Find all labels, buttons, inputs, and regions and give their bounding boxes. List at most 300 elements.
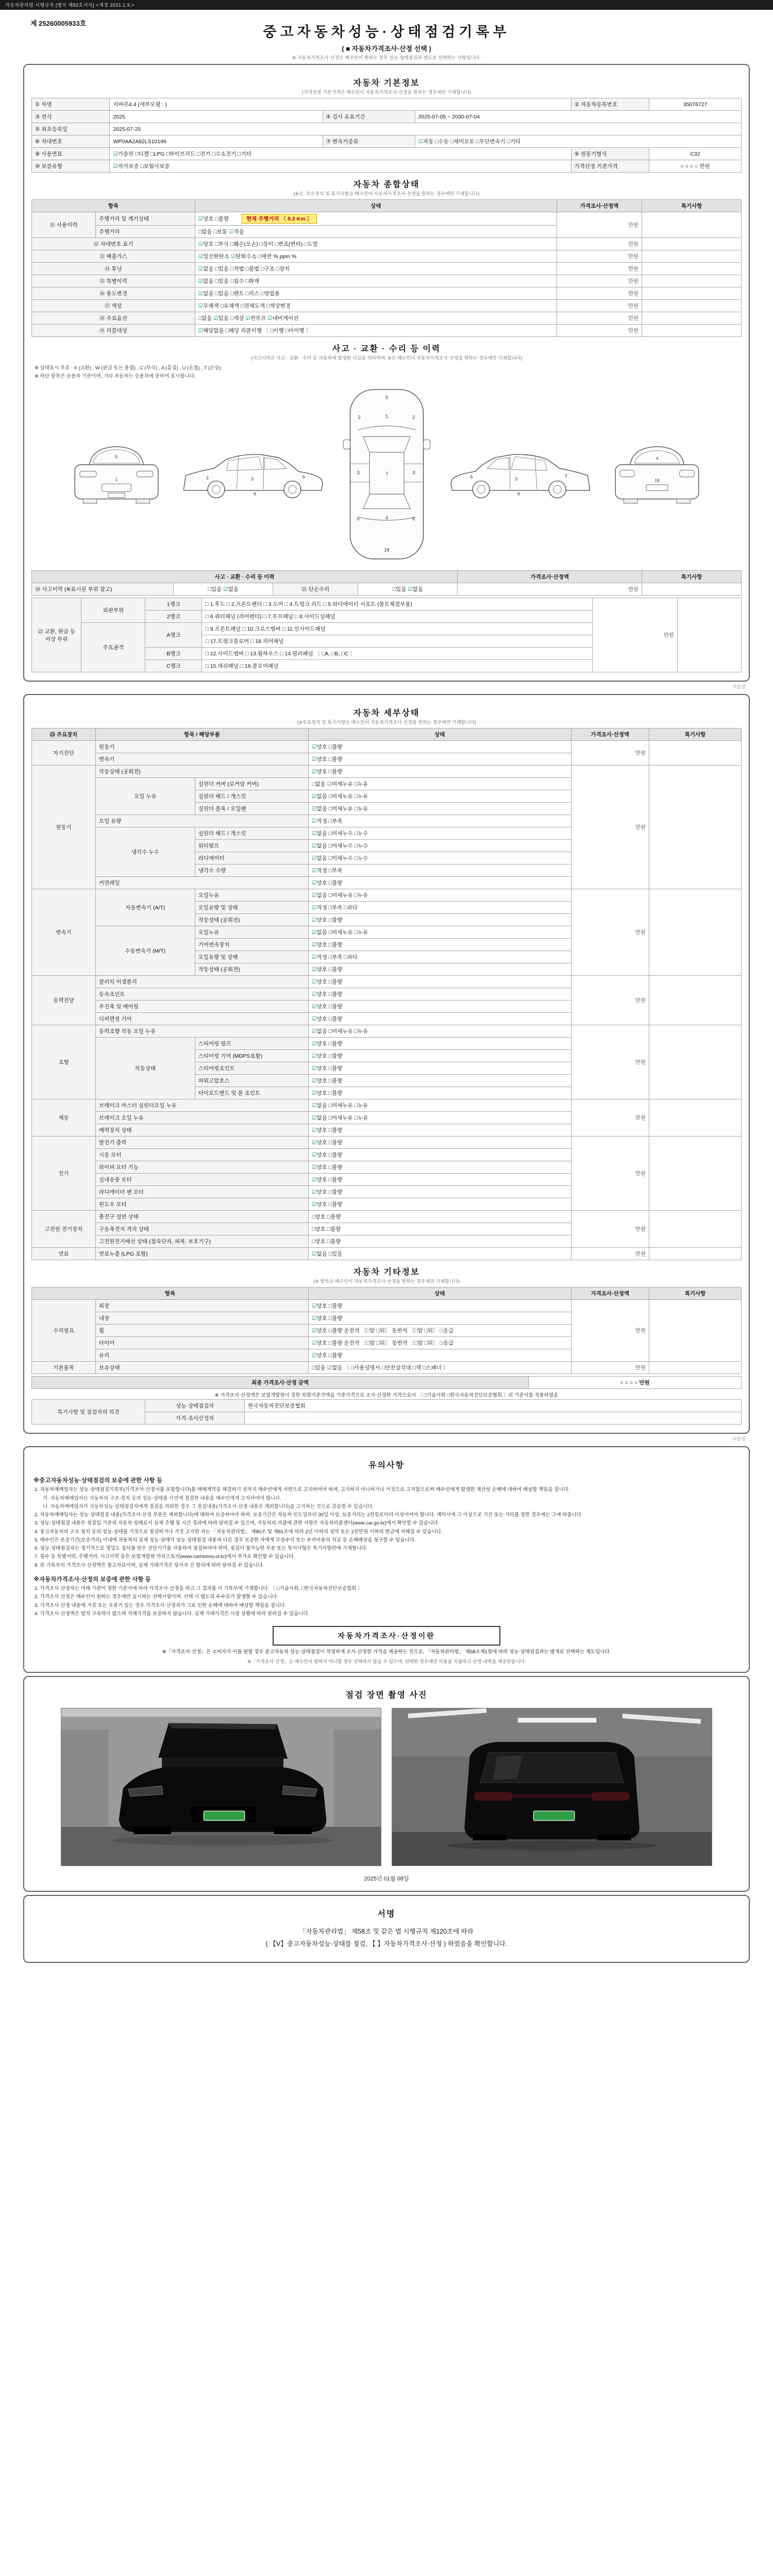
note-line: 1. 가격조사·산정자는 아래 기관이 정한 기준서에 따라 가격조사·산정을 하고 그 결과를 이 기록부에 기재합니다. 〔 □기술사회, □한국자동차진단보증협회 〕 [35, 1586, 363, 1591]
cell: 2025-07-25 [110, 123, 742, 135]
cell: 디퍼렌셜 기어 [95, 1013, 308, 1025]
svg-text:3: 3 [412, 470, 415, 476]
photo-front-view [61, 1708, 381, 1866]
final-price-note: ※ 가격조사·산정액은 보험개발원이 정한 차량기준가액을 기준가격으로 조사·산정한 가격으로서 〔 □기술사회 □한국자동차진단보증협회 〕의 기준서를 적용하였음 [214, 1393, 559, 1398]
cell: ☑적정 □부족 [309, 815, 572, 827]
cell: 한국자동차진단보증협회 [245, 1400, 742, 1412]
cell: ☑양호 □불량 [309, 1186, 572, 1198]
cell: 오일유량 및 상태 [195, 902, 308, 914]
basic-info-table [31, 98, 742, 173]
car-diagram-front [68, 436, 165, 513]
page-subtitle-note: ※ 자동차가격조사·산정은 매수인이 원하는 경우 성능·상태점검과 별도로 선택하는 사항입니다. [292, 55, 481, 60]
cell: ☑없음 □있음 [309, 1248, 572, 1260]
cell: 만원 [557, 238, 642, 250]
cell: 가격조사·산정액 [458, 571, 642, 583]
cell: 만원 [557, 287, 642, 300]
cell: ☑없음 □미세누유 □누유 [309, 1112, 572, 1124]
svg-text:6: 6 [302, 474, 305, 480]
cell: ⑲ 리콜대상 [32, 325, 195, 337]
cell: ☑양호 □불량 [309, 1038, 572, 1050]
cell: 라디에이터 팬 모터 [95, 1186, 308, 1198]
car-diagram-right-side [445, 444, 595, 505]
cell: 만원 [571, 1300, 649, 1362]
cell: 만원 [557, 312, 642, 325]
note-line: 8. 본 기록부의 가격조사·산정액은 참고자료이며, 실제 거래가격은 당사자 간 합의에 따라 달라질 수 있습니다. [35, 1562, 264, 1568]
cell: 만원 [571, 976, 649, 1025]
cell: 변속기 [95, 753, 308, 766]
cell: ☑양호 □불량 [309, 753, 572, 766]
note-line: 3. 성능·상태점검 내용은 점검일 기준의 자동차 상태로서 실제 주행 및 시간 경과에 따라 달라질 수 있으며, 자동차의 리콜에 관한 사항은 자동차리콜센터(www.car.go.kr)에서 확인할 수 있습니다. [35, 1520, 439, 1527]
signature-title: 서명 [377, 1910, 396, 1919]
cell: 오일누유 [195, 889, 308, 902]
cell [649, 741, 741, 766]
cell: ☑양호 □불량 운전석 〔□앞 □뒤〕 동반석 〔□앞 □뒤〕 □응급 [309, 1337, 572, 1349]
cell [649, 889, 741, 976]
box-notices [23, 1446, 750, 1673]
box-photos [23, 1676, 750, 1892]
cell: 타이로드엔드 및 볼 조인트 [195, 1087, 308, 1099]
cell [642, 583, 742, 596]
cell: 만원 [571, 1099, 649, 1137]
svg-text:18: 18 [383, 547, 390, 553]
cell: 원동기 [95, 741, 308, 753]
cell: 지바루4.4 (세부모델 : ) [110, 98, 571, 111]
cell: □양호 □불량 [309, 1211, 572, 1223]
cell: 동력조향 작동 오일 누유 [95, 1025, 308, 1038]
cell: ☑자동 □수동 □세미오토 □무단변속기 □기타 [415, 135, 741, 148]
cell [245, 1412, 742, 1425]
cell: 상태 [309, 1287, 572, 1300]
cell: WP0AA2A82LS10199 [110, 135, 323, 148]
signature-line-2: ( 【Ⅴ】중고자동차성능·상태를 점검, 【 】자동차가격조사·산정 ) 하였음을 확인합니다. [265, 1940, 508, 1947]
cell: ☑무채색 □유채색 □전체도색 □색상변경 [195, 300, 557, 312]
cell: 항목 [32, 200, 195, 212]
cell: 자동변속기 (A/T) [95, 889, 195, 926]
section-note-overall: (※은, 주요장치 및 특기사항은 매수인이 자동차가격조사·산정을 원하는 경우에만 기재합니다) [293, 191, 480, 196]
cell: ⑰ 색상 [32, 300, 195, 312]
cell: 가격조사·산정액 [571, 1287, 649, 1300]
section-note-basic: (가격산정 기준가격은 매수인이 자동차가격조사·산정을 원하는 경우에만 기재합니다) [301, 90, 472, 95]
cell: 만원 [571, 889, 649, 976]
svg-text:5: 5 [385, 395, 388, 400]
cell: 커먼레일 [95, 877, 308, 889]
cell: 작동상태 (공회전) [195, 963, 308, 976]
inspection-photos [31, 1701, 742, 1869]
svg-text:2: 2 [206, 475, 209, 481]
cell: 실린더 헤드 / 개스킷 [195, 827, 308, 840]
cell: ☑양호 □불량 [309, 1124, 572, 1137]
cell: ☑가솔린 □디젤 □LPG □하이브리드 □전기 □수소전기 □기타 [110, 148, 571, 160]
cell: 외판부위 [81, 598, 145, 623]
cell [642, 212, 742, 238]
cell: ⑫ 차대번호 표기 [32, 238, 195, 250]
cell [642, 325, 742, 337]
cell: 사고 · 교환 · 수리 등 이력 [32, 571, 458, 583]
cell: ☑해당없음 □해당 리콜이행 〔 □이행 □미이행 〕 [195, 325, 557, 337]
cell: 제동 [32, 1099, 96, 1137]
cell: ☑양호 □불량 [309, 1312, 572, 1325]
cell: ☑없음 □미세누유 □누유 [309, 926, 572, 939]
cell: 만원 [571, 1137, 649, 1211]
cell [649, 1362, 741, 1374]
cell: ☑양호 □불량 [309, 976, 572, 988]
svg-text:1: 1 [385, 413, 388, 419]
cell: ☑일산화탄소 ☑탄화수소 □매연 % ppm % [195, 250, 557, 263]
cell: 가격·조사산정자 [145, 1412, 245, 1425]
svg-text:8: 8 [253, 491, 256, 497]
cell: ☑없음 □미세누유 □누유 [309, 889, 572, 902]
cell: ☑양호 □불량 [309, 963, 572, 976]
cell: ☑양호 □불량 [309, 1050, 572, 1062]
section-title-overall: 자동차 종합상태 [353, 180, 420, 189]
cell: ⑨ 원동기형식 [571, 148, 649, 160]
note-line: 나. 자동차매매업자가 자동차성능·상태점검자에게 점검을 의뢰한 경우 그 점검내용(가격조사·산정 내용은 제외합니다)을 고지하는 것으로 갈음할 수 있습니다. [43, 1503, 374, 1510]
cell: 시동 모터 [95, 1149, 308, 1161]
cell: ☑없음 □미세누수 □누수 [309, 852, 572, 865]
cell: 성능·상태점검자 [145, 1400, 245, 1412]
note-line: 3. 가격조사·산정 내용에 거짓 또는 오류가 있는 경우 가격조사·산정자가 그로 인한 손해에 대하여 배상할 책임을 집니다. [35, 1602, 286, 1608]
cell: □ 17.트렁크플로어 □ 18.리어패널 [202, 635, 592, 648]
cell: 만원 [557, 212, 642, 238]
svg-text:6: 6 [412, 516, 415, 521]
cell: 와이퍼 모터 기능 [95, 1161, 308, 1174]
photo-rear-view [392, 1708, 712, 1866]
cell: ㉑ 단순수리 [273, 583, 358, 596]
svg-text:8: 8 [517, 491, 520, 497]
cell: 만원 [571, 766, 649, 889]
cell: ☑양호 □불량 [309, 1161, 572, 1174]
cell [642, 238, 742, 250]
note-line: 4. 중고자동차의 구조·장치 등의 성능·상태를 거짓으로 점검하거나 거짓 고지한 자는 「자동차관리법」 제80조 및 제81조에 따라 2년 이하의 징역 또는 2천만원 이하의 벌금에 처해질 수 있습니다. [35, 1529, 443, 1535]
car-diagram-left-side [179, 444, 328, 505]
cell: ☑양호 □불량 [309, 1001, 572, 1013]
cell: □양호 □불량 [309, 1223, 572, 1235]
cell: 보유상태 [95, 1362, 308, 1374]
cell: 배력장치 상태 [95, 1124, 308, 1137]
cell: 상태 [195, 200, 557, 212]
cell: ⑳ 사고이력 (※표시된 부위 참고) [32, 583, 174, 596]
car-damage-diagrams [31, 380, 742, 570]
page-title: 중고자동차성능·상태점검기록부 [263, 24, 510, 40]
cell [649, 1211, 741, 1248]
cell: ⑦ 변속기종류 [323, 135, 415, 148]
cell: 특기사항 [642, 571, 742, 583]
svg-text:1: 1 [115, 476, 117, 482]
cell [642, 275, 742, 287]
cell: 35076727 [649, 98, 741, 111]
cell: 전기 [32, 1137, 96, 1211]
cell: 특기사항 [642, 200, 742, 212]
cell: 실내송풍 모터 [95, 1174, 308, 1186]
cell: ☑양호 □불량 [309, 1198, 572, 1211]
cell: B랭크 [145, 648, 202, 660]
cell: 브레이크 마스터 실린더오일 누유 [95, 1099, 308, 1112]
cell [649, 1137, 741, 1211]
cell: 최종 가격조사·산정 금액 [32, 1377, 529, 1389]
cell: ⑥ 차대번호 [32, 135, 110, 148]
cell: 냉각수 수량 [195, 865, 308, 877]
cell: 항목 [32, 1287, 309, 1300]
cell: ⑩ 보증유형 [32, 160, 110, 173]
car-diagram-top [342, 385, 432, 563]
cell: ⑤ 최초등록일 [32, 123, 110, 135]
box-basic-overall-accident [23, 64, 750, 682]
svg-text:5: 5 [115, 454, 117, 460]
cell: 등속조인트 [95, 988, 308, 1001]
cell: ☑양호 □불량 [309, 1300, 572, 1312]
cell: ☑양호 □불량 현재 주행거리 〔 8.2 Km 〕 [195, 212, 557, 226]
svg-text:2: 2 [564, 472, 567, 478]
cell: □있음 ☑없음 〔 □사용설명서 □안전삼각대 □잭 □스패너 〕 [309, 1362, 572, 1374]
cell [649, 976, 741, 1025]
cell: ☑없음 □미세누유 □누유 [309, 1099, 572, 1112]
cell: ☑양호 □불량 [309, 939, 572, 951]
cell: 특기사항 [649, 1287, 741, 1300]
cell [642, 300, 742, 312]
cell: 오일유량 및 상태 [195, 951, 308, 963]
cell: □ 9.프론트패널 □ 10.크로스멤버 □ 11.인사이드패널 [202, 623, 592, 635]
cell: 2025 [110, 111, 323, 123]
car-diagram-rear [608, 436, 706, 513]
cell: 만원 [571, 1025, 649, 1099]
state-mark-legend: ※ 상태표시 부호 : X (교환) , W (판금 또는 용접) , C (부식) , A (흠집) , U (요철) , T (손상) [35, 365, 221, 371]
cell: 작동상태 [95, 1038, 195, 1099]
cell: 고전원 전기장치 [32, 1211, 96, 1248]
cell: 주행거리 [95, 226, 195, 238]
note-line: ※중고자동차성능·상태점검의 보증에 관한 사항 등 [33, 1478, 162, 1484]
cell: 만원 [557, 275, 642, 287]
cell: ⑧ 사용연료 [32, 148, 110, 160]
section-title-detail: 자동차 세부상태 [353, 709, 420, 718]
cell [678, 598, 742, 672]
cell: 기어변속장치 [195, 939, 308, 951]
box-detail-etc-price [23, 694, 750, 1434]
cell: 유리 [95, 1349, 308, 1362]
section-title-etc: 자동차 기타정보 [353, 1268, 420, 1277]
cell: 동력전달 [32, 976, 96, 1025]
cell: 외장 [95, 1300, 308, 1312]
cell: 냉각수 누수 [95, 827, 195, 877]
svg-text:2: 2 [358, 414, 361, 420]
cell: 추진축 및 베어링 [95, 1001, 308, 1013]
cell: ☑양호 □불량 [309, 1349, 572, 1362]
overall-state-table [31, 199, 742, 337]
cell: □양호 □불량 [309, 1235, 572, 1248]
cell: 스티어링 기어 (MDPS포함) [195, 1050, 308, 1062]
cell: □있음 ☑없음 [358, 583, 458, 596]
cell: ① 차명 [32, 98, 110, 111]
cell: 워터펌프 [195, 840, 308, 852]
svg-text:3: 3 [357, 470, 360, 476]
next-page-label: 다음장 [732, 684, 746, 689]
cell: 조향 [32, 1025, 96, 1099]
detail-state-table [31, 728, 742, 1260]
notices-title: 유의사항 [368, 1461, 405, 1470]
cell: ☑없음 □있음 □렌트 □리스 □영업용 [195, 287, 557, 300]
note-line: 2. 자동차매매업자는 성능·상태점검 내용(가격조사·산정 부분은 제외합니다)에 대하여 보증하여야 하며, 보증기간은 자동차 인도일부터 30일 이상, 보증거리는 2천킬로미터 이상이어야 합니다. 계약서에 그 이상으로 기간 또는 거리를 정한 경우에는 그에 따릅니다. [35, 1512, 583, 1518]
cell: 클러치 어셈블리 [95, 976, 308, 988]
cell [642, 312, 742, 325]
cell: 스티어링 펌프 [195, 1038, 308, 1050]
cell: □ 6.쿼터패널 (리어펜더) □ 7.루프패널 □ 8.사이드실패널 [202, 611, 592, 623]
cell: 1랭크 [145, 598, 202, 611]
cell: 수리필요 [32, 1300, 96, 1362]
etc-info-table [31, 1287, 742, 1374]
note-line: 2. 가격조사·산정은 매수인이 원하는 경우에만 실시하는 선택사항이며, 선택 시 별도의 수수료가 발생할 수 있습니다. [35, 1594, 278, 1600]
svg-text:3: 3 [250, 476, 254, 482]
cell: ☑양호 □불량 [309, 741, 572, 753]
cell: ○ ○ ○ ○ 만원 [528, 1377, 741, 1389]
cell: 가격산정 기준가격 [571, 160, 649, 173]
cell: ○ ○ ○ ○ 만원 [649, 160, 741, 173]
cell: 브레이크 오일 누유 [95, 1112, 308, 1124]
box-signature [23, 1895, 750, 1963]
cell: ☑양호 □불량 [309, 914, 572, 926]
cell: ☑양호 □불량 [309, 1075, 572, 1087]
svg-text:7: 7 [385, 471, 388, 477]
cell: 내장 [95, 1312, 308, 1325]
svg-text:6: 6 [357, 516, 360, 521]
doc-number: 제 25260005933호 [30, 20, 87, 27]
cell: 만원 [557, 325, 642, 337]
cell: 가격조사·산정액 [571, 728, 649, 741]
cell: ㉓ 주요장치 [32, 728, 96, 741]
cell: 만원 [592, 598, 677, 672]
cell: □ 1.후드 □ 2.프론트펜더 □ 3.도어 □ 4.트렁크 리드 □ 5.라디에이터 서포트 (볼트체결부품) [202, 598, 592, 611]
cell: ③ 연식 [32, 111, 110, 123]
page-subtitle: ( ■ 자동차가격조사·산정 선택 ) [342, 45, 431, 53]
svg-text:6: 6 [469, 474, 473, 480]
inspector-opinion-table [31, 1399, 742, 1425]
cell: 주행거리 및 계기상태 [95, 212, 195, 226]
cell: 가격조사·산정액 [557, 200, 642, 212]
cell: 만원 [557, 300, 642, 312]
cell: ⑭ 튜닝 [32, 263, 195, 275]
cell: C32 [649, 148, 741, 160]
cell: ☑적정 □부족 [309, 865, 572, 877]
cell [642, 263, 742, 275]
cell: 휠 [95, 1325, 308, 1337]
note-line: 4. 가격조사·산정액은 법적 구속력이 없으며 거래가격을 보증하지 않습니다. 실제 거래가격은 시장 상황에 따라 달라질 수 있습니다. [35, 1611, 310, 1617]
cell: ☑양호 □불량 [309, 1087, 572, 1099]
cell [649, 1025, 741, 1099]
cell: 주요골격 [81, 623, 145, 672]
next-page-label-2: 다음장 [732, 1436, 746, 1442]
section-note-detail: (※주요장치 및 특기사항은 매수인이 자동차가격조사·산정을 원하는 경우에만 기재합니다) [297, 720, 476, 725]
cell: 스티어링조인트 [195, 1062, 308, 1075]
cell: 수동변속기 (M/T) [95, 926, 195, 976]
accident-history-table [31, 570, 742, 596]
cell: 만원 [557, 250, 642, 263]
cell: 2랭크 [145, 611, 202, 623]
cell: 고전원전기배선 상태 (접속단자, 피복, 보호기구) [95, 1235, 308, 1248]
cell: ② 자동차등록번호 [571, 98, 649, 111]
cell: ④ 검사 유효기간 [323, 111, 415, 123]
cell [649, 1300, 741, 1362]
cell [649, 766, 741, 889]
cell: 만원 [557, 263, 642, 275]
note-line: ※자동차가격조사·산정의 보증에 관한 사항 등 [33, 1576, 151, 1583]
note-line: 가. 자동차매매업자는 자동차의 구조·장치 등의 성능·상태를 사전에 점검한 내용을 매수인에게 고지하여야 합니다. [43, 1495, 281, 1501]
section-title-accident: 사고 · 교환 · 수리 등 이력 [332, 345, 441, 353]
cell: 오일 누유 [95, 778, 195, 815]
price-definition-box: 자동차가격조사·산정이란 [273, 1626, 500, 1646]
cell: 원동기 [32, 766, 96, 889]
cell: 작동상태 (공회전) [95, 766, 308, 778]
cell: □ 12.사이드멤버 □ 13.휠하우스 □ 14.필러패널 〔 □A, □B, □C 〕 [202, 648, 592, 660]
state-mark-legend-2: ※ 하단 항목은 승용차 기준이며, 기타 자동차는 승용차에 준하여 표시합니다. [35, 374, 196, 379]
cell: ☑양호 □불량 운전석 〔□앞 □뒤〕 동반석 〔□앞 □뒤〕 □응급 [309, 1325, 572, 1337]
cell: 발전기 출력 [95, 1137, 308, 1149]
section-note-accident: (사고이력은 사고 · 교환 · 수리 등 자동차에 발생한 사실을 의미하며, ※은 매수인이 자동차가격조사·산정을 원하는 경우에만 기재합니다) [251, 355, 522, 361]
note-line: 7. 침수 등 특별이력, 주행거리, 사고이력 등은 보험개발원 카히스토리(www.carhistory.or.kr)에서 추가로 확인할 수 있습니다. [35, 1554, 295, 1560]
cell: 파워고압호스 [195, 1075, 308, 1087]
note-line: 5. 매수인은 보증기간(보증거리) 이내에 자동차의 실제 성능·상태가 성능·상태점검 내용과 다른 경우 보증한 자에게 무상수리 또는 수리비용의 지급 등 손해배상을 청구할 수 있습니다. [35, 1537, 416, 1543]
cell: 타이어 [95, 1337, 308, 1349]
cell: ⑪ 사용이력 [32, 212, 96, 238]
price-definition-footnote: ※「가격조사·산정」은 매수인이 원하지 아니할 경우 선택하지 않을 수 있으며, 선택한 경우에만 비용을 지불하고 산정 내역을 제공받습니다. [247, 1659, 526, 1665]
cell [642, 287, 742, 300]
cell: 연료 [32, 1248, 96, 1260]
svg-text:2: 2 [412, 414, 415, 420]
cell: ☑적정 □부족 □과다 [309, 902, 572, 914]
cell: ☑양호 □불량 [309, 988, 572, 1001]
cell: □많음 □보통 ☑적음 [195, 226, 557, 238]
cell: □있음 ☑없음 [174, 583, 273, 596]
cell: 실린더 블록 / 오일팬 [195, 803, 308, 815]
cell: □없음 ☑있음 □색상 ☑썬루프 ☑네비게이션 [195, 312, 557, 325]
cell: ☑없음 □미세누수 □누수 [309, 840, 572, 852]
cell: ☑없음 □미세누유 □누유 [309, 790, 572, 803]
cell: A랭크 [145, 623, 202, 648]
price-definition-text: ※「가격조사·산정」은 소비자가 이를 원할 경우 중고자동차 성능·상태점검이 적정하게 조사·산정한 가격을 제공하는 것으로, 「자동차관리법」 제58조제1항에 따라 성능·상태점검과는 별개로 선택하는 제도입니다. [162, 1649, 611, 1655]
cell: 실린더 헤드 / 개스킷 [195, 790, 308, 803]
cell [649, 1099, 741, 1137]
cell: ☑없음 □미세누유 □누유 [309, 1025, 572, 1038]
document [23, 10, 750, 1977]
note-line: 6. 성능·상태점검자는 정기적으로 정밀도 검사를 받은 진단기기를 사용하여 점검하여야 하며, 점검이 불가능한 부분 또는 특이사항은 특기사항란에 기재합니다. [35, 1546, 367, 1551]
cell: 만원 [571, 1362, 649, 1374]
cell: 작동상태 (공회전) [195, 914, 308, 926]
top-law-bar [0, 0, 773, 10]
cell [649, 1248, 741, 1260]
cell: 실린더 커버 (로커암 커버) [195, 778, 308, 790]
section-note-etc: (※ 항목은 매수인이 자동차가격조사·산정을 원하는 경우에만 기재합니다) [313, 1279, 460, 1284]
inspection-date: 2025년 01월 08일 [364, 1876, 409, 1883]
cell: 오일누유 [195, 926, 308, 939]
cell [642, 250, 742, 263]
signature-statement [31, 1920, 742, 1956]
cell: 항목 / 해당부품 [95, 728, 308, 741]
law-ref: 자동차관리법 시행규칙 [별지 제82호서식] <개정 2021.1.9.> [5, 3, 135, 8]
cell: ⑮ 특별이력 [32, 275, 195, 287]
cell: ☑양호 □불량 [309, 1062, 572, 1075]
cell: 특기사항 [649, 728, 741, 741]
note-line: 1. 자동차매매업자는 성능·상태점검기록부(가격조사·산정서를 포함합니다)를 매매계약을 체결하기 전까지 매수인에게 서면으로 고지하여야 하며, 고지하지 아니하거나 거짓으로 고지함으로써 매수인에게 발생한 재산상 손해에 대하여 배상할 책임을 집니다. [35, 1487, 570, 1493]
cell: ☑없음 □미세누유 □누유 [309, 803, 572, 815]
exchange-parts-table [31, 598, 742, 672]
section-title-basic: 자동차 기본정보 [353, 79, 420, 88]
svg-text:18: 18 [654, 477, 660, 483]
cell: ☑양호 □부식 □훼손(오손) □상이 □변조(변타) □도말 [195, 238, 557, 250]
cell: ㉒ 교환, 판금 등 이상 부위 [32, 598, 81, 672]
cell: 윈도우 모터 [95, 1198, 308, 1211]
cell: 만원 [571, 1211, 649, 1248]
cell: ⑯ 용도변경 [32, 287, 195, 300]
cell: 라디에이터 [195, 852, 308, 865]
cell: ☑양호 □불량 [309, 1137, 572, 1149]
cell: ☑적정 □부족 □과다 [309, 951, 572, 963]
